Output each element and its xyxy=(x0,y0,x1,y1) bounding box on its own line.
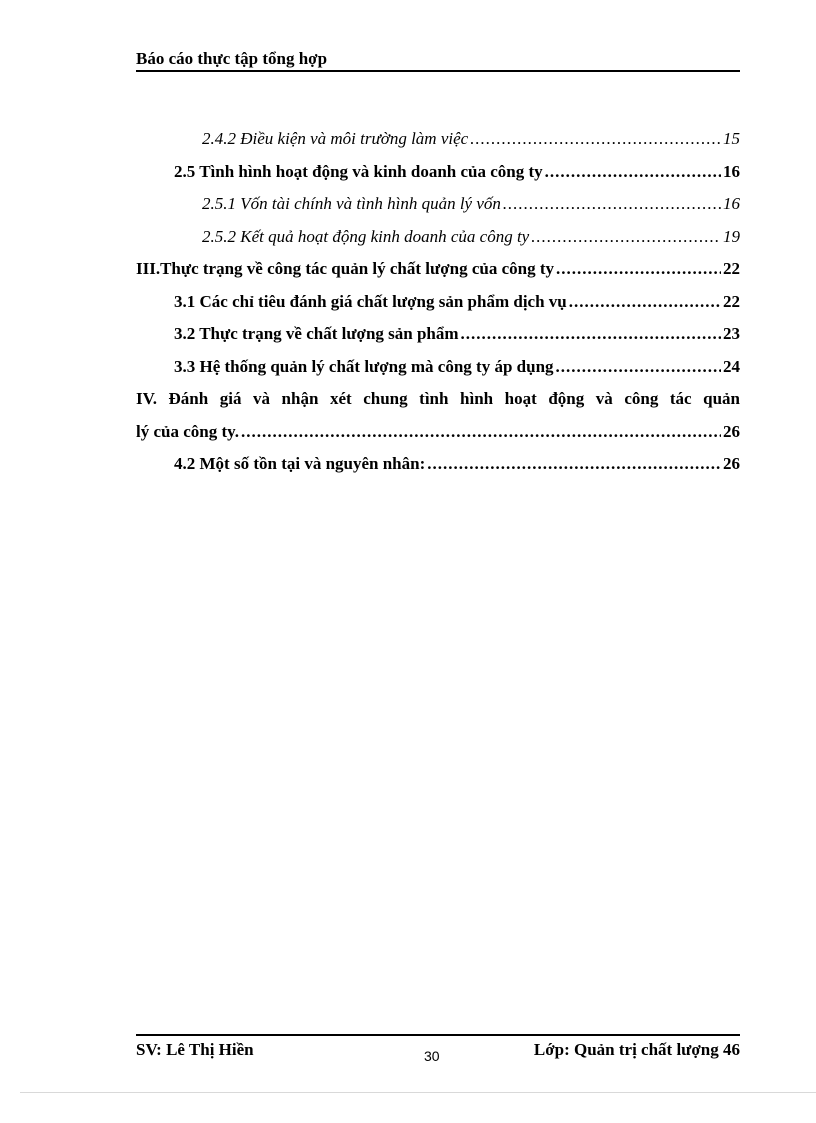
toc-entry-label: IV. Đánh giá và nhận xét chung tình hình hoạt động và công tác quản xyxy=(136,389,740,408)
toc-entry-page: 16 xyxy=(723,161,740,181)
toc-entry-label: 2.5.1 Vốn tài chính và tình hình quản lý vốn xyxy=(202,194,501,213)
toc-dot-leader xyxy=(503,194,721,214)
header-rule xyxy=(136,70,740,72)
toc-dot-leader xyxy=(531,227,721,247)
toc-entry-page: 19 xyxy=(723,226,740,246)
page-footer xyxy=(136,1034,740,1074)
toc-entry-label: 3.3 Hệ thống quản lý chất lượng mà công ty áp dụng xyxy=(174,356,554,376)
toc-entry-iv-line1[interactable] xyxy=(136,389,740,422)
toc-entry-page: 24 xyxy=(723,356,740,376)
header-title: Báo cáo thực tập tổng hợp xyxy=(136,49,328,68)
page-header xyxy=(136,48,740,70)
toc-entry-page: 16 xyxy=(723,194,740,213)
toc-entry-page: 23 xyxy=(723,324,740,343)
table-of-contents xyxy=(136,129,740,487)
toc-entry-3-1[interactable] xyxy=(136,292,740,325)
toc-entry-2-4-2[interactable] xyxy=(136,129,740,162)
toc-entry-label: 3.2 Thực trạng về chất lượng sản phẩm xyxy=(174,324,459,343)
toc-entry-label: 4.2 Một số tồn tại và nguyên nhân: xyxy=(174,454,426,473)
toc-entry-label: 2.5 Tình hình hoạt động và kinh doanh của công ty xyxy=(174,161,543,181)
page-edge-line xyxy=(20,1092,816,1093)
toc-entry-2-5-2[interactable] xyxy=(136,227,740,260)
toc-entry-4-2[interactable] xyxy=(136,454,740,487)
toc-entry-label: III.Thực trạng về công tác quản lý chất lượng của công ty xyxy=(136,259,555,278)
toc-entry-page: 26 xyxy=(723,421,740,441)
toc-entry-3-2[interactable] xyxy=(136,324,740,357)
footer-rule xyxy=(136,1034,740,1036)
toc-entry-page: 26 xyxy=(723,454,740,473)
toc-dot-leader xyxy=(556,259,721,279)
toc-entry-2-5[interactable] xyxy=(136,162,740,195)
toc-entry-page: 15 xyxy=(723,129,740,148)
toc-entry-label: 2.4.2 Điều kiện và môi trường làm việc xyxy=(202,129,469,148)
toc-dot-leader xyxy=(241,422,721,442)
toc-dot-leader xyxy=(556,357,721,377)
toc-entry-iii[interactable] xyxy=(136,259,740,292)
footer-student-name: SV: Lê Thị Hiền xyxy=(136,1040,254,1059)
toc-entry-page: 22 xyxy=(723,291,740,311)
toc-dot-leader xyxy=(470,129,721,149)
footer-class: Lớp: Quản trị chất lượng 46 xyxy=(533,1040,740,1059)
toc-dot-leader xyxy=(545,162,721,182)
footer-page-number: 30 xyxy=(424,1048,440,1064)
toc-entry-3-3[interactable] xyxy=(136,357,740,390)
toc-entry-label: 3.1 Các chỉ tiêu đánh giá chất lượng sản phẩm dịch vụ xyxy=(174,291,567,311)
toc-dot-leader xyxy=(569,292,721,312)
toc-entry-iv-line2[interactable] xyxy=(136,422,740,455)
toc-entry-page: 22 xyxy=(723,259,740,278)
toc-dot-leader xyxy=(427,454,721,474)
toc-entry-label: 2.5.2 Kết quả hoạt động kinh doanh của công ty xyxy=(202,226,530,246)
toc-entry-label: lý của công ty. xyxy=(136,421,239,441)
toc-entry-2-5-1[interactable] xyxy=(136,194,740,227)
toc-dot-leader xyxy=(461,324,721,344)
